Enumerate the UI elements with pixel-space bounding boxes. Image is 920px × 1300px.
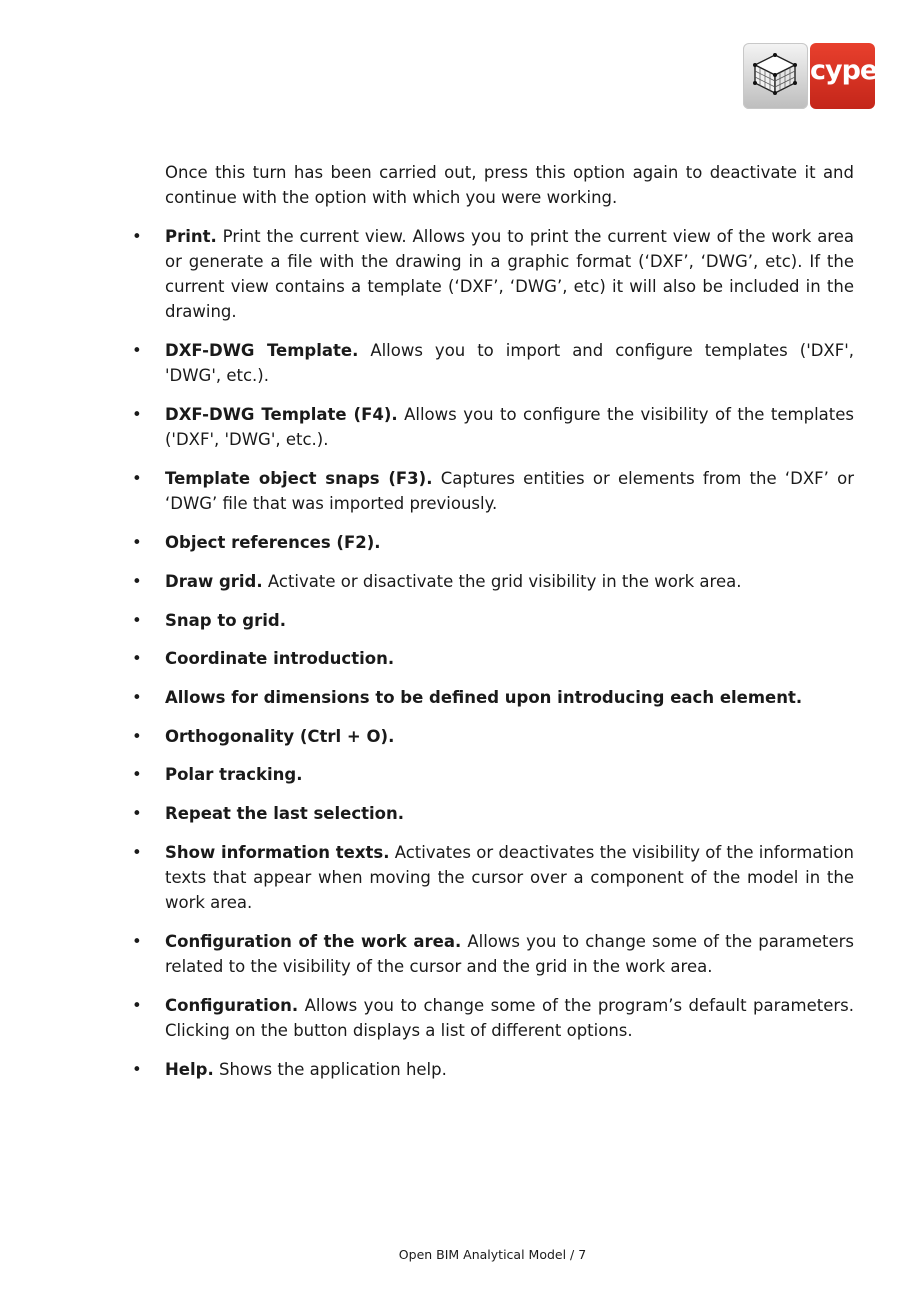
bullet-icon: • [132, 803, 142, 823]
cype-logo [743, 43, 877, 110]
list-item-title: Help. [165, 1059, 214, 1079]
list-item-title: Allows for dimensions to be defined upon introducing each element. [165, 687, 803, 707]
bullet-icon: • [132, 687, 142, 707]
list-item [132, 724, 854, 749]
bullet-icon: • [132, 610, 142, 630]
list-item-title: Show information texts. [165, 842, 390, 862]
list-item-title: Coordinate introduction. [165, 649, 395, 669]
document-body [132, 160, 855, 1096]
list-item-title: Repeat the last selection. [165, 803, 405, 823]
list-item-text: Activate or disactivate the grid visibility in the work area. [262, 571, 742, 591]
list-item [132, 1057, 854, 1082]
list-item [132, 569, 854, 594]
list-item-text: Allows you to configure the visibility of the templates ('DXF', 'DWG', etc.). [165, 405, 855, 450]
bullet-icon: • [132, 533, 142, 553]
list-item-text: Allows you to import and configure templates ('DXF', 'DWG', etc.). [165, 341, 855, 386]
list-item-title: Print. [165, 226, 217, 246]
bullet-icon: • [132, 931, 142, 951]
list-item-text: Allows you to change some of the program’s default parameters. Clicking on the button displays a list of different options. [165, 995, 854, 1041]
list-item-text: Activates or deactivates the visibility of the information texts that appear when moving the cursor over a component of the model in the work area. [165, 842, 854, 913]
option-list [132, 224, 855, 1083]
list-item-title: Template object snaps (F3). [165, 469, 433, 489]
list-item-title: Polar tracking. [165, 765, 303, 785]
list-item [132, 993, 854, 1044]
list-item-title: Orthogonality (Ctrl + O). [165, 726, 395, 746]
list-item [132, 608, 854, 633]
bullet-icon: • [132, 469, 142, 489]
list-item-title: DXF-DWG Template. [165, 341, 359, 361]
list-item-title: Draw grid. [165, 571, 263, 591]
bullet-icon: • [132, 995, 142, 1015]
list-item [132, 466, 855, 517]
structure-cube-icon [743, 43, 808, 109]
list-item [132, 402, 855, 453]
list-item-title: Snap to grid. [165, 610, 286, 630]
list-item [132, 801, 854, 826]
bullet-icon: • [132, 726, 142, 746]
cype-logo-text: cype [810, 55, 878, 86]
page-footer: Open BIM Analytical Model / 7 [398, 1247, 587, 1262]
list-item-title: DXF-DWG Template (F4). [165, 405, 398, 425]
list-item [132, 762, 854, 787]
list-item-text: Captures entities or elements from the ‘DXF’ or ‘DWG’ file that was imported previously. [165, 469, 855, 514]
list-item-title: Configuration. [165, 995, 299, 1015]
list-item [132, 646, 854, 671]
intro-paragraph: Once this turn has been carried out, press this option again to deactivate it and continue with the option with which you were working. [165, 163, 854, 208]
cype-wordmark [810, 43, 878, 109]
bullet-icon: • [132, 341, 142, 361]
list-item [132, 530, 854, 555]
bullet-icon: • [132, 842, 142, 862]
bullet-icon: • [132, 1059, 142, 1079]
bullet-icon: • [132, 649, 142, 669]
list-item-text: Print the current view. Allows you to print the current view of the work area or generate a file with the drawing in a graphic format (‘DXF’, ‘DWG’, etc). If the current view contains a template (‘DXF’, ‘DWG’, etc) it will also be included in the drawing. [165, 226, 854, 322]
list-item-text: Shows the application help. [213, 1059, 447, 1079]
list-item [132, 929, 855, 980]
bullet-icon: • [132, 571, 142, 591]
bullet-icon: • [132, 226, 142, 246]
list-item [132, 685, 854, 710]
list-item-text: Allows you to change some of the parameters related to the visibility of the cursor and the grid in the work area. [165, 931, 855, 977]
list-item [132, 840, 854, 916]
list-item [132, 224, 854, 325]
list-item-title: Configuration of the work area. [165, 931, 462, 951]
list-item [132, 338, 855, 389]
list-item-title: Object references (F2). [165, 533, 381, 553]
bullet-icon: • [132, 405, 142, 425]
bullet-icon: • [132, 765, 142, 785]
